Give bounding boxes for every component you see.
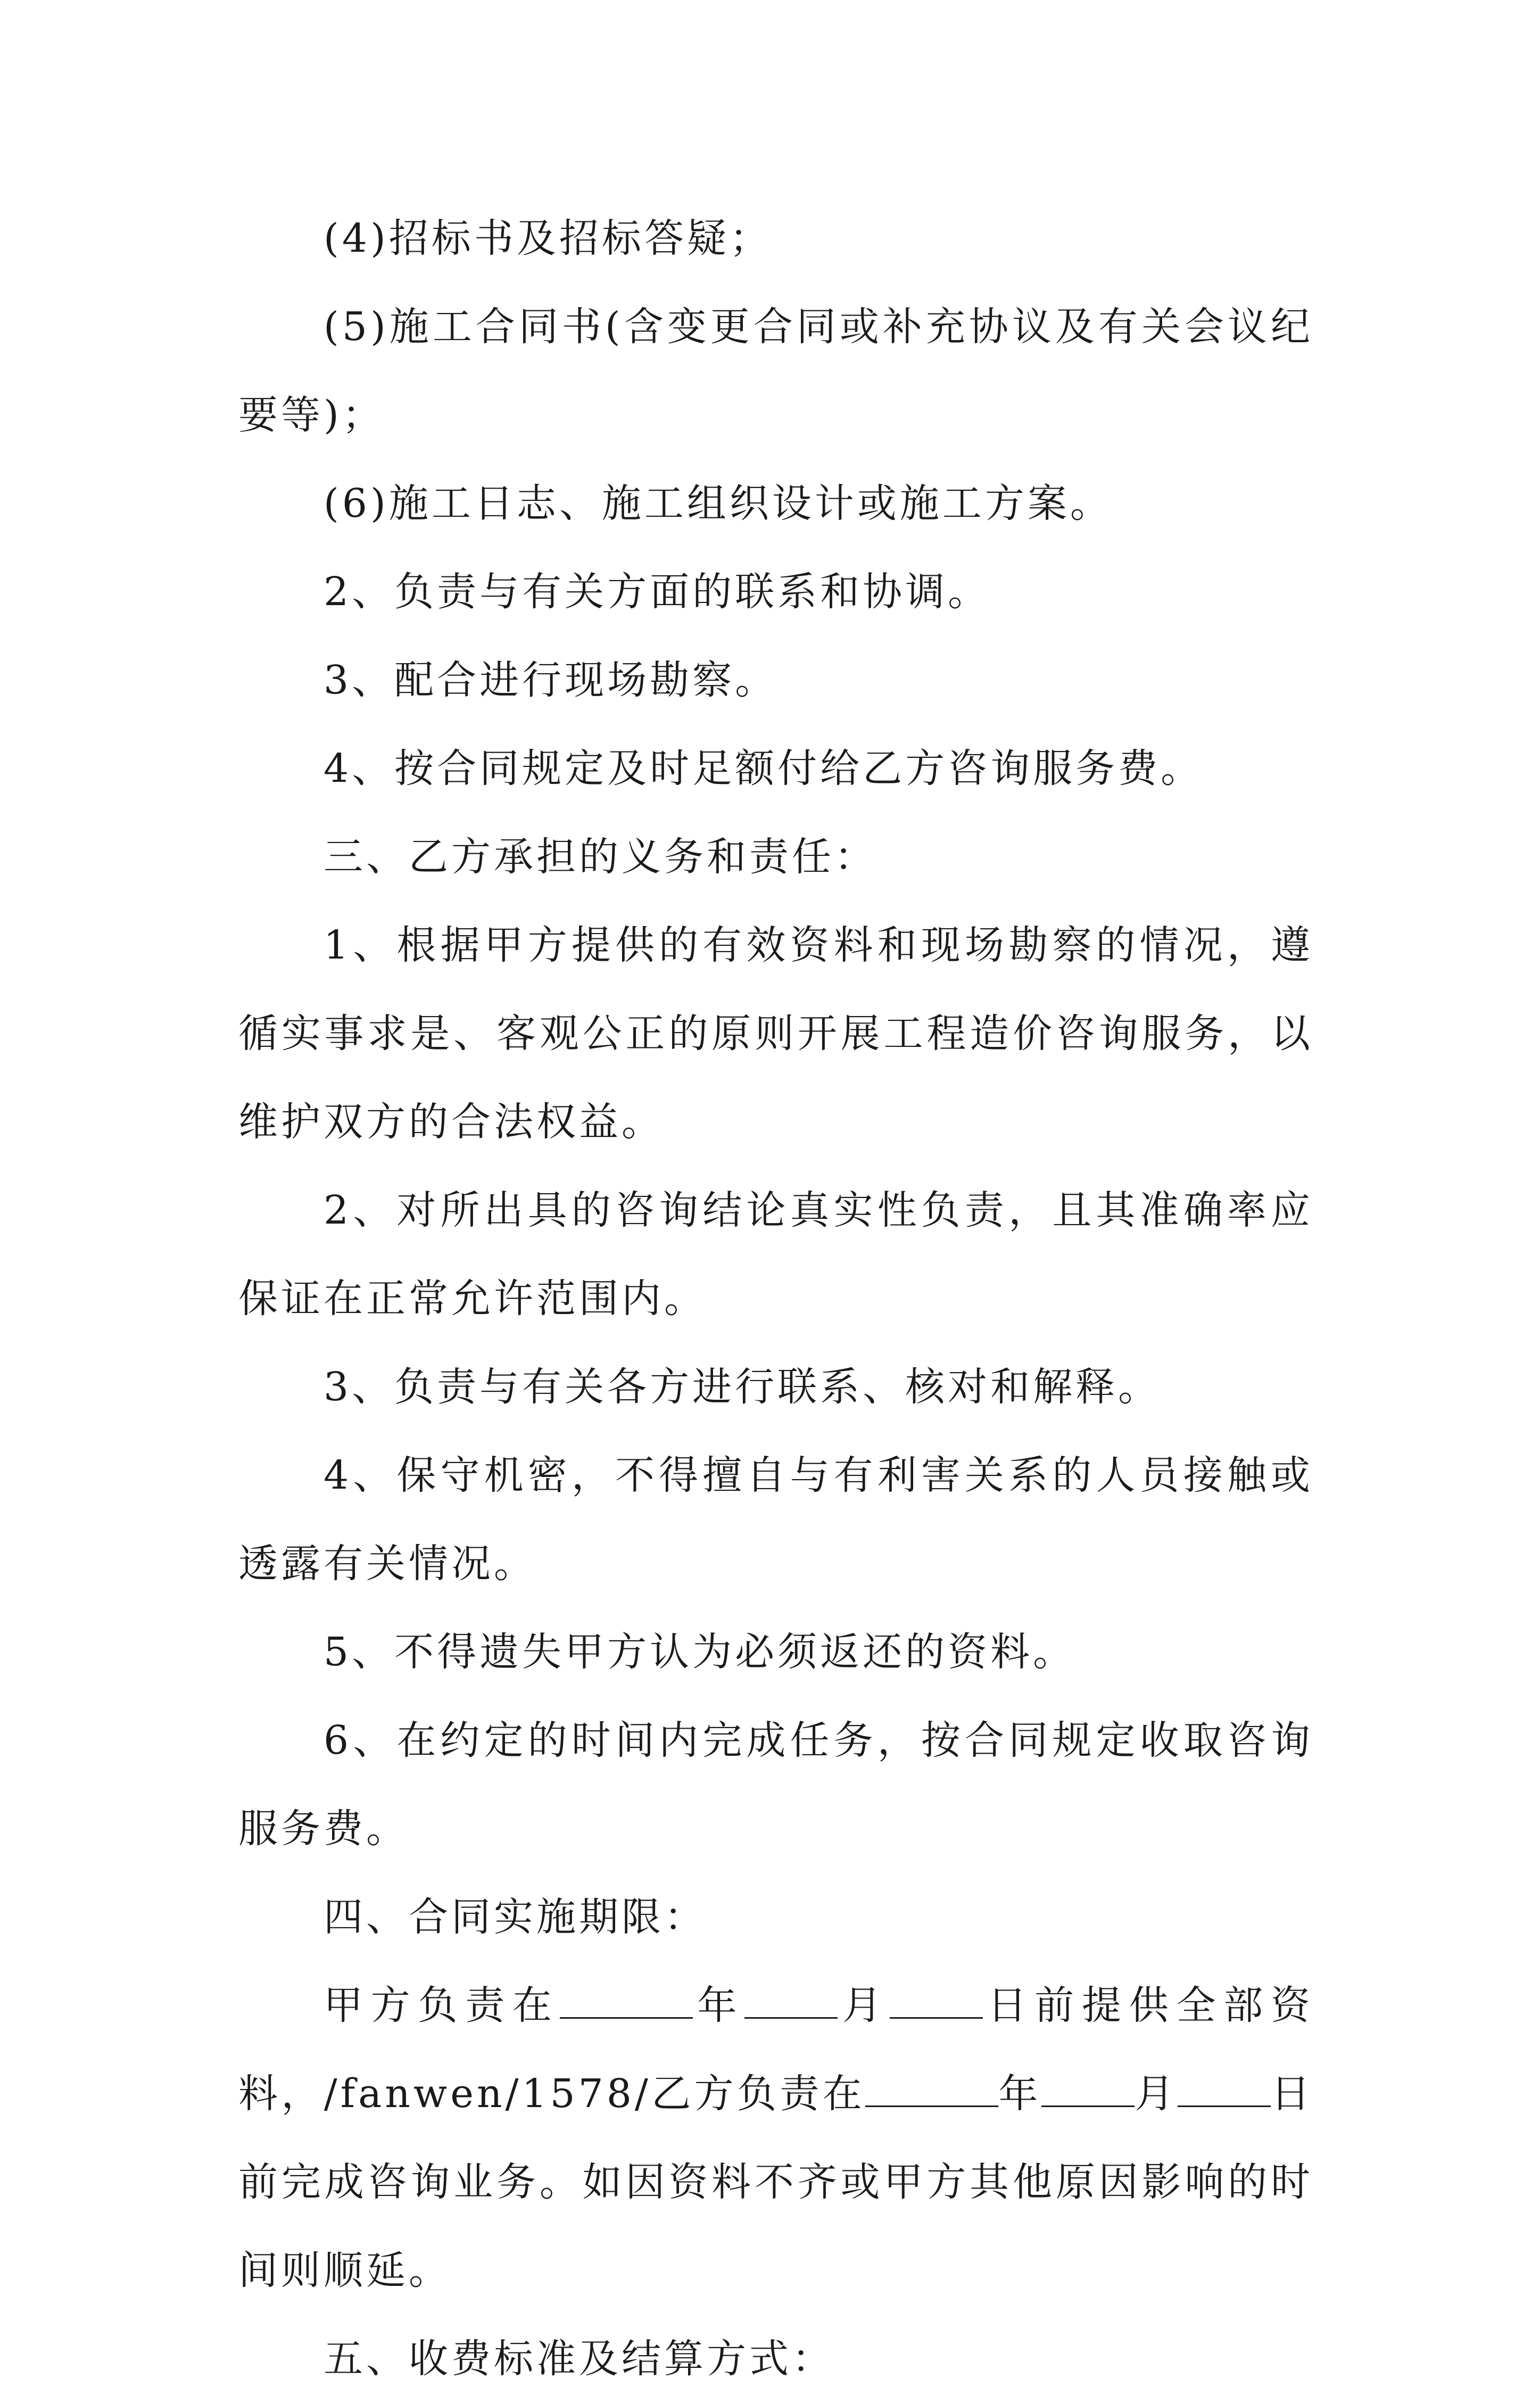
party-b-duty-consulting: 1、根据甲方提供的有效资料和现场勘察的情况，遵循实事求是、客观公正的原则开展工程造价咨询服务，以维护双方的合法权益。 [238,922,1313,1145]
party-b-duty-confidentiality: 4、保守机密，不得擅自与有利害关系的人员接触或透露有关情况。 [238,1452,1313,1587]
blank-year-field [865,2074,998,2107]
blank-month-field [1041,2074,1135,2107]
party-a-duty-payment: 4、按合同规定及时足额付给乙方咨询服务费。 [324,746,1204,791]
period-text-7: 日前完成咨询业务。如因资料不齐或甲方其他原因影响的时间则顺延。 [238,2071,1314,2293]
period-paragraph [238,1961,1313,2315]
item-construction-log: (6)施工日志、施工组织设计或施工方案。 [324,481,1113,526]
party-a-duty-survey: 3、配合进行现场勘察。 [324,657,778,703]
blank-month-field [744,1985,838,2019]
period-text-4: 日前提供全部资料，/fanwen/1578/乙方负责在 [238,1983,1313,2117]
party-a-duty-coordination: 2、负责与有关方面的联系和协调。 [324,569,991,615]
blank-year-field [560,1985,693,2019]
blank-day-field [890,1985,983,2019]
party-b-duty-liaison: 3、负责与有关各方进行联系、核对和解释。 [324,1364,1161,1410]
party-b-duty-materials: 5、不得遗失甲方认为必须返还的资料。 [324,1629,1076,1675]
period-text-1: 甲方负责在 [324,1983,560,2028]
blank-day-field [1178,2074,1271,2107]
section-heading-party-b: 三、乙方承担的义务和责任： [324,834,877,880]
period-text-5: 年 [998,2071,1041,2117]
section-heading-period: 四、合同实施期限： [324,1894,707,1940]
period-text-3: 月 [838,1983,890,2028]
period-text-6: 月 [1134,2071,1178,2117]
section-heading-fees: 五、收费标准及结算方式： [324,2336,834,2382]
party-b-duty-accuracy: 2、对所出具的咨询结论真实性负责，且其准确率应保证在正常允许范围内。 [238,1187,1313,1322]
document-body [238,194,1313,2403]
period-text-2: 年 [692,1983,745,2028]
item-bid-documents: (4)招标书及招标答疑； [324,216,772,261]
item-construction-contract: (5)施工合同书(含变更合同或补充协议及有关会议纪要等)； [238,304,1313,438]
party-b-duty-schedule: 6、在约定的时间内完成任务，按合同规定收取咨询服务费。 [238,1717,1313,1852]
